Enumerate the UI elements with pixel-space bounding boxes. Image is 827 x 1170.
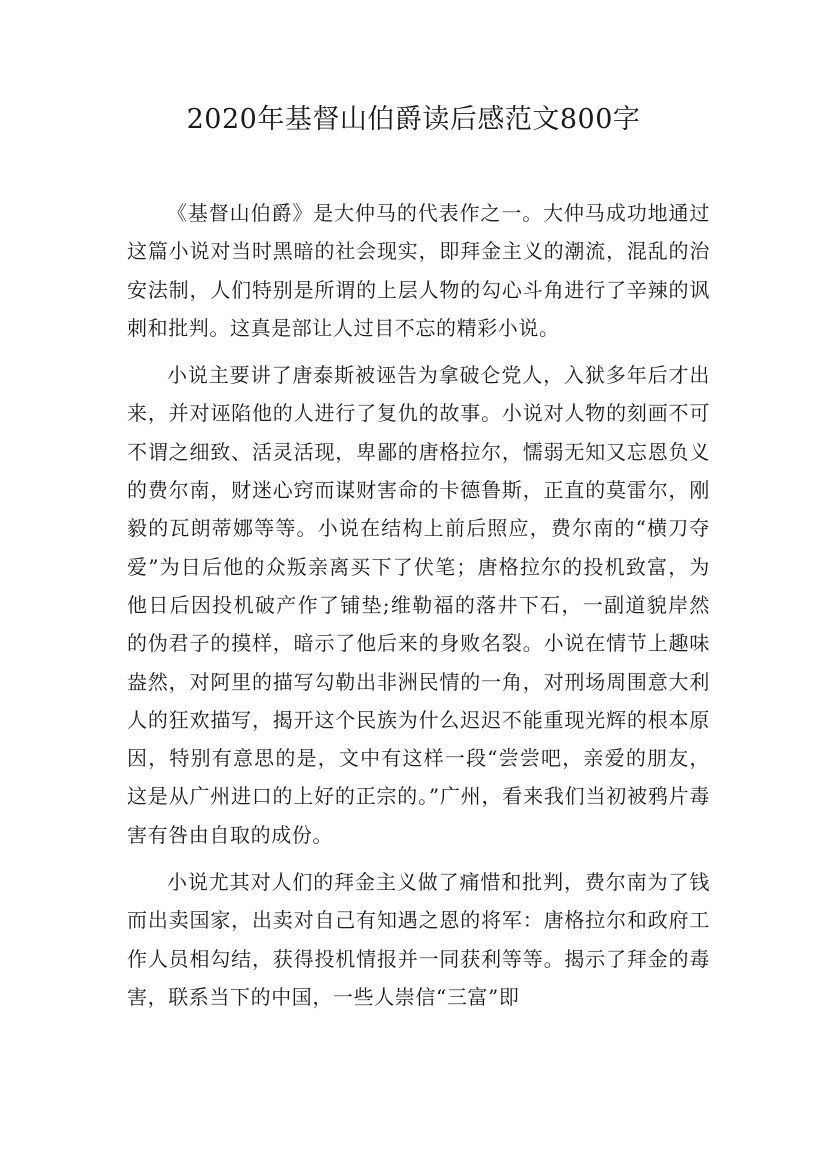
document-body [127, 194, 710, 1016]
paragraph-1: 《基督山伯爵》是大仲马的代表作之一。大仲马成功地通过这篇小说对当时黑暗的社会现实，即拜金主义的潮流，混乱的治安法制，人们特别是所谓的上层人物的勾心斗角进行了辛辣的讽刺和批判。这真是部让人过目不忘的精彩小说。 [127, 201, 710, 340]
paragraph-2: 小说主要讲了唐泰斯被诬告为拿破仑党人，入狱多年后才出来，并对诬陷他的人进行了复仇的故事。小说对人物的刻画不可不谓之细致、活灵活现，卑鄙的唐格拉尔，懦弱无知又忘恩负义的费尔南，财迷心窍而谋财害命的卡德鲁斯，正直的莫雷尔，刚毅的瓦朗蒂娜等等。小说在结构上前后照应，费尔南的“横刀夺爱”为日后他的众叛亲离买下了伏笔；唐格拉尔的投机致富，为他日后因投机破产作了铺垫;维勒福的落井下石，一副道貌岸然的伪君子的摸样，暗示了他后来的身败名裂。小说在情节上趣味盎然，对阿里的描写勾勒出非洲民情的一角，对刑场周围意大利人的狂欢描写，揭开这个民族为什么迟迟不能重现光辉的根本原因，特别有意思的是，文中有这样一段“尝尝吧，亲爱的朋友，这是从广州进口的上好的正宗的。”广州，看来我们当初被鸦片毒害有咎由自取的成份。 [127, 363, 710, 847]
document-title: 2020年基督山伯爵读后感范文800字 [186, 104, 641, 135]
paragraph-3: 小说尤其对人们的拜金主义做了痛惜和批判，费尔南为了钱而出卖国家，出卖对自己有知遇之恩的将军：唐格拉尔和政府工作人员相勾结，获得投机情报并一同获利等等。揭示了拜金的毒害，联系当下的中国，一些人崇信“三富”即 [127, 870, 710, 1009]
